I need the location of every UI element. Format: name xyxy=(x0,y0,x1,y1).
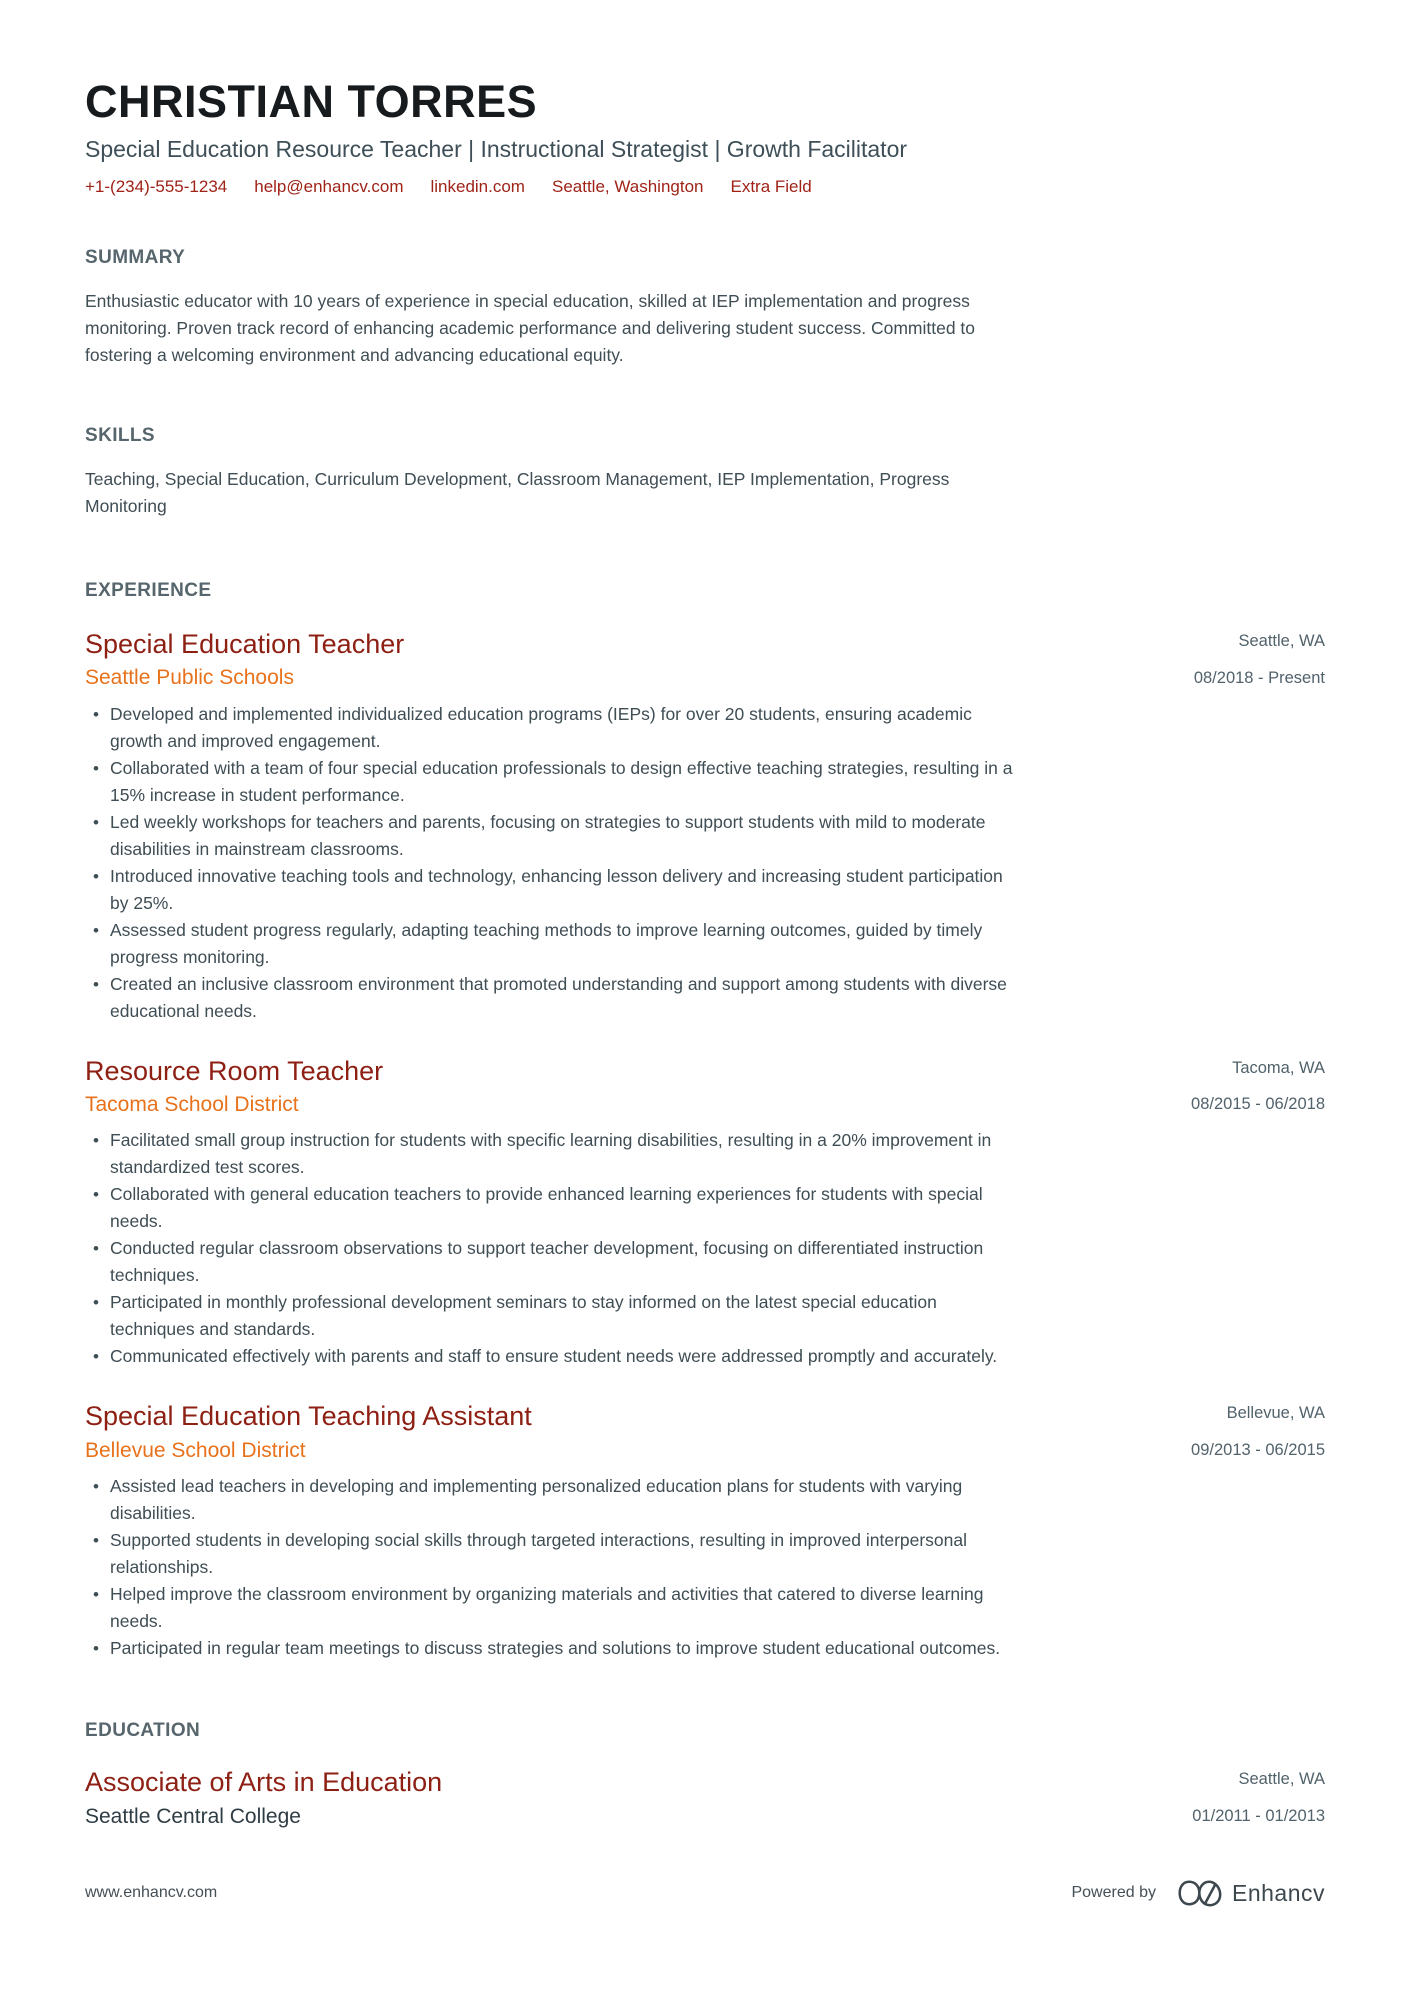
education-entry-header xyxy=(85,1766,1325,1830)
degree-dates: 01/2011 - 01/2013 xyxy=(1192,1806,1325,1825)
contact-phone: +1-(234)-555-1234 xyxy=(85,177,228,196)
enhancv-brand-link[interactable] xyxy=(1178,1879,1325,1907)
job-bullet: • Facilitated small group instruction for students with specific learning disabilities, resulting in a 20% improvement in standardized test scores. xyxy=(85,1127,1025,1181)
job-header xyxy=(85,628,1325,691)
job-company: Seattle Public Schools xyxy=(85,666,294,690)
job-header-left xyxy=(85,628,1194,691)
job-header-right xyxy=(1191,1055,1325,1116)
job-header xyxy=(85,1055,1325,1118)
education-entry-right xyxy=(1192,1766,1325,1827)
experience-entry xyxy=(85,628,1325,1025)
candidate-headline: Special Education Resource Teacher | Instructional Strategist | Growth Facilitator xyxy=(85,136,908,163)
job-location: Seattle, WA xyxy=(1238,632,1325,650)
job-header xyxy=(85,1400,1325,1463)
job-header-right xyxy=(1191,1400,1325,1461)
job-dates: 08/2015 - 06/2018 xyxy=(1191,1095,1325,1114)
job-bullet: • Helped improve the classroom environment by organizing materials and activities that catered to diverse learning needs. xyxy=(85,1581,1025,1635)
job-location: Tacoma, WA xyxy=(1232,1058,1325,1077)
job-bullets xyxy=(85,701,1025,1025)
experience-entry xyxy=(85,1055,1325,1371)
section-education xyxy=(85,1720,1325,1830)
contact-email[interactable]: help@enhancv.com xyxy=(254,177,404,196)
section-summary xyxy=(85,247,1325,369)
summary-text: Enthusiastic educator with 10 years of experience in special education, skilled at IEP implementation and progress monitoring. Proven track record of enhancing academic performance and delivering student success. Committed to fostering a welcoming environment and advancing educational equity. xyxy=(85,291,976,365)
job-bullets xyxy=(85,1127,1025,1370)
contact-linkedin[interactable]: linkedin.com xyxy=(430,177,525,196)
job-title: Special Education Teacher xyxy=(85,629,405,659)
job-bullet: • Assisted lead teachers in developing and implementing personalized education plans for students with varying disabilities. xyxy=(85,1473,1025,1527)
job-bullet: • Participated in monthly professional development seminars to stay informed on the latest special education techniques and standards. xyxy=(85,1289,1025,1343)
job-bullet: • Led weekly workshops for teachers and parents, focusing on strategies to support students with mild to moderate disabilities in mainstream classrooms. xyxy=(85,809,1025,863)
job-header-left xyxy=(85,1055,1191,1118)
experience-jobs xyxy=(85,628,1325,1662)
summary-heading: SUMMARY xyxy=(85,247,186,268)
education-heading: EDUCATION xyxy=(85,1719,201,1741)
degree-title: Associate of Arts in Education xyxy=(85,1766,443,1797)
job-bullet: • Developed and implemented individualized education programs (IEPs) for over 20 students, ensuring academic growth and improved engagement. xyxy=(85,701,1025,755)
powered-by xyxy=(1071,1879,1325,1907)
job-bullet: • Collaborated with a team of four special education professionals to design effective teaching strategies, resulting in a 15% increase in student performance. xyxy=(85,755,1025,809)
skills-heading: SKILLS xyxy=(85,425,155,446)
enhancv-logo-icon xyxy=(1178,1879,1222,1907)
job-bullet: • Communicated effectively with parents and staff to ensure student needs were addressed promptly and accurately. xyxy=(85,1343,1025,1370)
job-bullet: • Conducted regular classroom observations to support teacher development, focusing on differentiated instruction techniques. xyxy=(85,1235,1025,1289)
education-entry-left xyxy=(85,1766,1192,1830)
job-title: Special Education Teaching Assistant xyxy=(85,1401,532,1432)
education-entry xyxy=(85,1766,1325,1830)
job-bullet: • Assessed student progress regularly, adapting teaching methods to improve learning outcomes, guided by timely progress monitoring. xyxy=(85,917,1025,971)
job-location: Bellevue, WA xyxy=(1226,1404,1325,1423)
contact-row xyxy=(85,177,1325,197)
experience-heading: EXPERIENCE xyxy=(85,580,212,601)
job-header-right xyxy=(1194,628,1325,689)
contact-location: Seattle, Washington xyxy=(551,177,704,196)
section-skills xyxy=(85,425,1325,520)
job-bullet: • Participated in regular team meetings to discuss strategies and solutions to improve student educational outcomes. xyxy=(85,1635,1025,1662)
contact-extra-field: Extra Field xyxy=(730,177,812,196)
job-bullet: • Supported students in developing social skills through targeted interactions, resulting in improved interpersonal relationships. xyxy=(85,1527,1025,1581)
job-bullet: • Created an inclusive classroom environment that promoted understanding and support among students with diverse educational needs. xyxy=(85,971,1025,1025)
job-title: Resource Room Teacher xyxy=(85,1055,384,1086)
degree-school: Seattle Central College xyxy=(85,1805,301,1829)
page-footer xyxy=(85,1879,1325,1907)
experience-entry xyxy=(85,1400,1325,1662)
job-company: Tacoma School District xyxy=(85,1092,299,1116)
resume-header xyxy=(85,78,1325,197)
section-experience xyxy=(85,580,1325,1662)
job-header-left xyxy=(85,1400,1191,1463)
job-bullet: • Introduced innovative teaching tools and technology, enhancing lesson delivery and increasing student participation by 25%. xyxy=(85,863,1025,917)
job-company: Bellevue School District xyxy=(85,1438,306,1462)
degree-location: Seattle, WA xyxy=(1238,1769,1325,1788)
candidate-name: CHRISTIAN TORRES xyxy=(85,76,538,127)
job-dates: 09/2013 - 06/2015 xyxy=(1191,1440,1325,1459)
enhancv-website-link[interactable]: www.enhancv.com xyxy=(85,1884,218,1901)
job-bullets xyxy=(85,1473,1025,1662)
job-dates: 08/2018 - Present xyxy=(1193,668,1325,687)
job-bullet: • Collaborated with general education teachers to provide enhanced learning experiences for students with special needs. xyxy=(85,1181,1025,1235)
skills-text: Teaching, Special Education, Curriculum Development, Classroom Management, IEP Implementation, Progress Monitoring xyxy=(85,469,950,516)
powered-by-label: Powered by xyxy=(1071,1884,1156,1901)
enhancv-brand-name: Enhancv xyxy=(1231,1879,1325,1906)
